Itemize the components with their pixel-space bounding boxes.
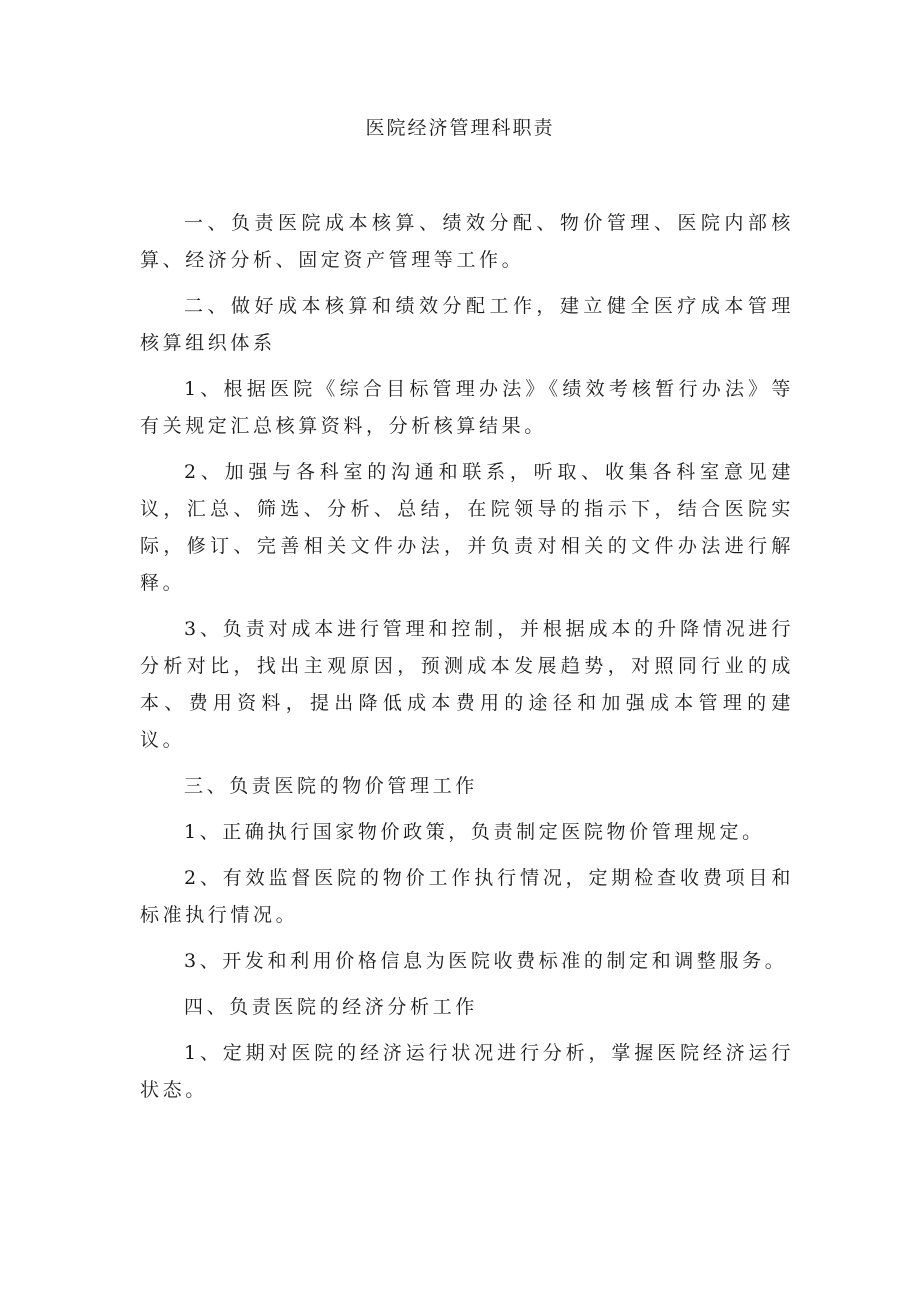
paragraph-section-4: 四、负责医院的经济分析工作 <box>184 996 478 1018</box>
paragraph-item-3-1: 1、正确执行国家物价政策，负责制定医院物价管理规定。 <box>184 821 765 843</box>
paragraph-item-3-3: 3、开发和利用价格信息为医院收费标准的制定和调整服务。 <box>184 950 788 972</box>
paragraph-section-2: 二、做好成本核算和绩效分配工作，建立健全医疗成本管理核算组织体系 <box>140 295 794 354</box>
paragraph-section-3: 三、负责医院的物价管理工作 <box>184 775 478 797</box>
document-body <box>140 205 794 1118</box>
paragraph-item-3-2: 2、有效监督医院的物价工作执行情况，定期检查收费项目和标准执行情况。 <box>140 867 794 926</box>
paragraph-item-2-3: 3、负责对成本进行管理和控制，并根据成本的升降情况进行分析对比，找出主观原因，预测成本发展趋势，对照同行业的成本、费用资料，提出降低成本费用的途径和加强成本管理的建议。 <box>140 618 794 751</box>
paragraph-item-4-1: 1、定期对医院的经济运行状况进行分析，掌握医院经济运行状态。 <box>140 1042 794 1101</box>
paragraph-section-1: 一、负责医院成本核算、绩效分配、物价管理、医院内部核算、经济分析、固定资产管理等工作。 <box>140 212 794 271</box>
paragraph-item-2-2: 2、加强与各科室的沟通和联系，听取、收集各科室意见建议，汇总、筛选、分析、总结，在院领导的指示下，结合医院实际，修订、完善相关文件办法，并负责对相关的文件办法进行解释。 <box>140 461 794 594</box>
paragraph-item-2-1: 1、根据医院《综合目标管理办法》《绩效考核暂行办法》等有关规定汇总核算资料，分析核算结果。 <box>140 378 794 437</box>
document-title: 医院经济管理科职责 <box>365 117 555 139</box>
